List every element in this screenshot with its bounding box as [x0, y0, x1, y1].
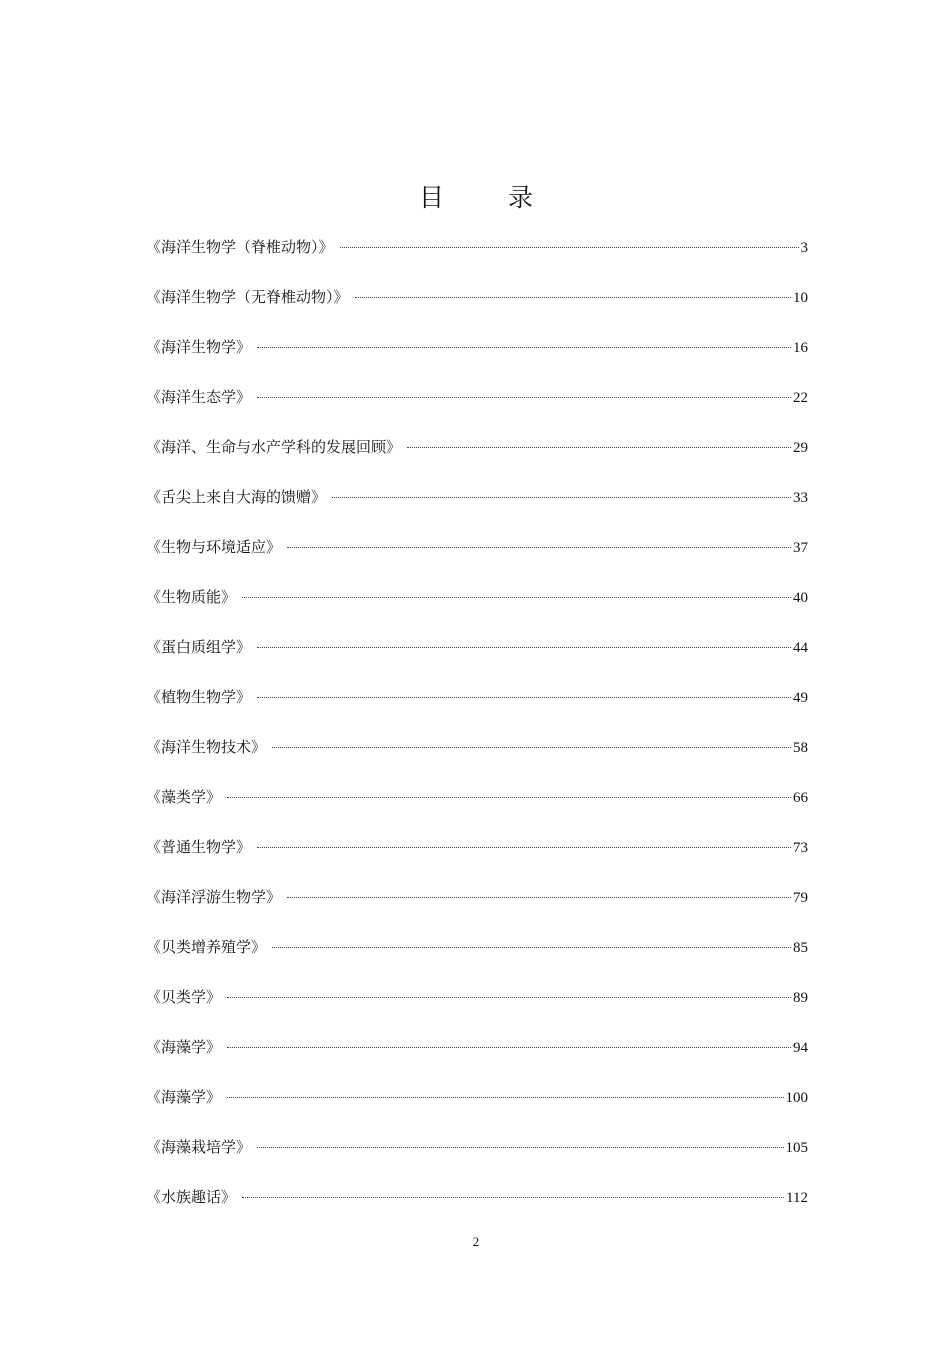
toc-entry[interactable] [146, 432, 808, 482]
toc-entry-title: 《普通生物学》 [146, 838, 252, 856]
toc-entry-title: 《生物质能》 [146, 588, 237, 606]
toc-entry-title: 《生物与环境适应》 [146, 538, 282, 556]
toc-entry-title: 《海洋生物技术》 [146, 738, 267, 756]
toc-entry-page: 79 [793, 890, 808, 906]
toc-entry[interactable] [146, 982, 808, 1032]
toc-entry-page: 94 [793, 1040, 808, 1056]
toc-entry[interactable] [146, 282, 808, 332]
toc-entry[interactable] [146, 732, 808, 782]
toc-entry[interactable] [146, 532, 808, 582]
toc-entry-title: 《植物生物学》 [146, 688, 252, 706]
dot-leader [257, 647, 791, 648]
toc-entry-title: 《海藻栽培学》 [146, 1138, 252, 1156]
toc-entry-title: 《藻类学》 [146, 788, 222, 806]
toc-entry-title: 《海藻学》 [146, 1038, 222, 1056]
dot-leader [407, 447, 791, 448]
toc-entry-page: 66 [793, 790, 808, 806]
toc-list [146, 232, 808, 1232]
toc-entry-title: 《贝类增养殖学》 [146, 938, 267, 956]
toc-entry[interactable] [146, 1132, 808, 1182]
toc-entry-title: 《水族趣话》 [146, 1188, 237, 1206]
toc-entry-page: 10 [793, 290, 808, 306]
toc-entry[interactable] [146, 882, 808, 932]
dot-leader [257, 397, 791, 398]
toc-entry[interactable] [146, 1032, 808, 1082]
toc-entry[interactable] [146, 332, 808, 382]
toc-heading: 目 录 [419, 183, 561, 212]
toc-entry-page: 22 [793, 390, 808, 406]
dot-leader [340, 247, 799, 248]
toc-entry-title: 《蛋白质组学》 [146, 638, 252, 656]
dot-leader [242, 1197, 784, 1198]
toc-entry-page: 3 [800, 240, 808, 256]
dot-leader [242, 597, 791, 598]
toc-entry-page: 100 [785, 1090, 808, 1106]
toc-entry[interactable] [146, 582, 808, 632]
toc-entry-page: 89 [793, 990, 808, 1006]
dot-leader [257, 697, 791, 698]
toc-entry-title: 《舌尖上来自大海的馈赠》 [146, 488, 327, 506]
dot-leader [287, 897, 791, 898]
toc-entry-title: 《海洋浮游生物学》 [146, 888, 282, 906]
dot-leader [332, 497, 791, 498]
toc-entry[interactable] [146, 482, 808, 532]
toc-entry-page: 73 [793, 840, 808, 856]
dot-leader [287, 547, 791, 548]
dot-leader [227, 997, 791, 998]
toc-entry-page: 49 [793, 690, 808, 706]
toc-entry-page: 112 [786, 1190, 808, 1206]
toc-entry[interactable] [146, 682, 808, 732]
toc-entry-page: 33 [793, 490, 808, 506]
toc-entry-title: 《海洋、生命与水产学科的发展回顾》 [146, 438, 402, 456]
page-number: 2 [472, 1234, 480, 1249]
dot-leader [355, 297, 791, 298]
toc-entry-page: 85 [793, 940, 808, 956]
toc-entry[interactable] [146, 932, 808, 982]
toc-entry-title: 《海洋生物学（无脊椎动物）》 [146, 288, 349, 306]
toc-entry[interactable] [146, 382, 808, 432]
dot-leader [257, 347, 791, 348]
dot-leader [272, 947, 791, 948]
toc-entry-title: 《海藻学》 [146, 1088, 222, 1106]
toc-entry-page: 105 [785, 1140, 808, 1156]
dot-leader [272, 747, 791, 748]
toc-entry-page: 29 [793, 440, 808, 456]
toc-entry-title: 《海洋生物学（脊椎动物）》 [146, 238, 334, 256]
dot-leader [227, 1047, 791, 1048]
toc-entry[interactable] [146, 782, 808, 832]
dot-leader [227, 797, 791, 798]
dot-leader [257, 1147, 783, 1148]
toc-entry-page: 44 [793, 640, 808, 656]
toc-entry-title: 《海洋生态学》 [146, 388, 252, 406]
toc-entry-page: 16 [793, 340, 808, 356]
toc-entry-page: 40 [793, 590, 808, 606]
toc-entry[interactable] [146, 232, 808, 282]
toc-entry-title: 《贝类学》 [146, 988, 222, 1006]
toc-entry[interactable] [146, 1082, 808, 1132]
dot-leader [257, 847, 791, 848]
dot-leader [227, 1097, 783, 1098]
toc-entry-page: 58 [793, 740, 808, 756]
toc-entry[interactable] [146, 1182, 808, 1232]
toc-entry[interactable] [146, 632, 808, 682]
toc-entry[interactable] [146, 832, 808, 882]
toc-entry-page: 37 [793, 540, 808, 556]
toc-entry-title: 《海洋生物学》 [146, 338, 252, 356]
